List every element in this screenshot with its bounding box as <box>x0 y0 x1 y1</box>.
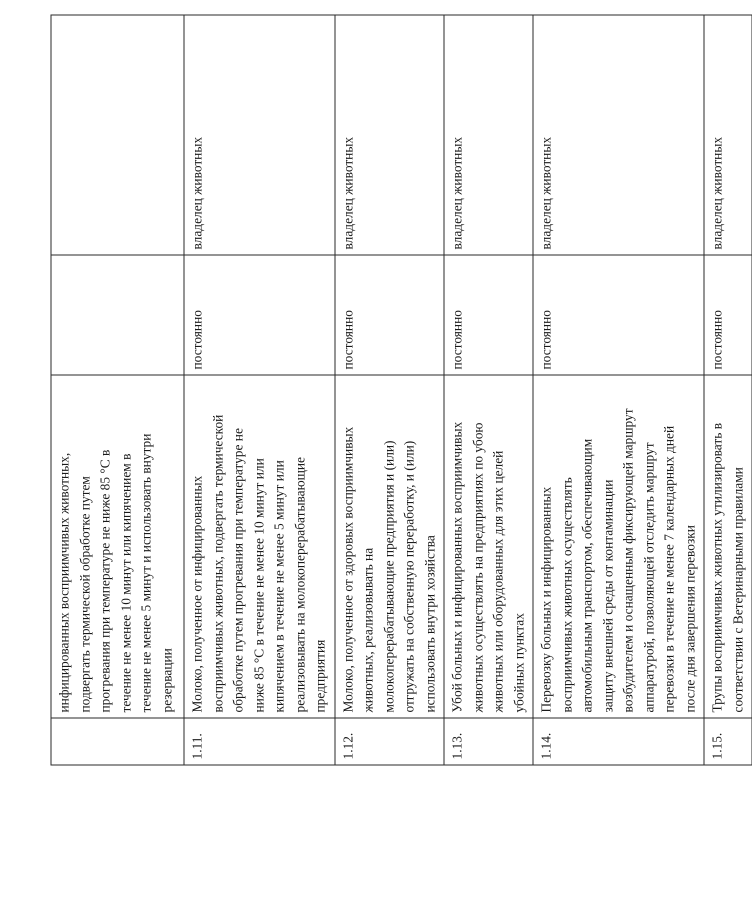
text-line: молокоперерабатывающие предприятия и (или) <box>380 440 396 712</box>
text-line: резервации <box>158 647 174 712</box>
rotated-page-content <box>50 15 745 765</box>
text-line: реализовывать на молокоперерабатывающие <box>291 456 307 712</box>
row-number <box>51 718 184 765</box>
text-line: Убой больных и инфицированных восприимчивых <box>449 421 464 712</box>
measure-text <box>533 375 704 718</box>
text-line: автомобильным транспортом, обеспечивающим <box>579 438 594 712</box>
term-cell: постоянно <box>704 255 752 375</box>
text-line: животных или оборудованных для этих целей <box>490 450 505 712</box>
responsible-cell: владелец животных <box>444 15 533 255</box>
term-cell: постоянно <box>533 255 704 375</box>
row-number: 1.14. <box>533 718 704 765</box>
text-line: после дня завершения перевозки <box>681 524 697 712</box>
term-cell: постоянно <box>334 255 444 375</box>
text-line: ниже 85 °С в течение не менее 10 минут или <box>250 457 266 712</box>
table-row <box>444 15 533 765</box>
text-line: животных осуществлять на предприятиях по убою <box>469 422 485 712</box>
text-line: животных, реализовывать на <box>360 547 375 712</box>
text-line: Трупы восприимчивых животных утилизировать в <box>709 422 724 712</box>
text-line: течение не менее 5 минут и использовать внутри <box>138 433 153 712</box>
row-number: 1.15. <box>704 718 752 765</box>
text-line: восприимчивых животных осуществлять <box>558 476 574 712</box>
responsible-cell: владелец животных <box>533 15 704 255</box>
text-line: убойных пунктах <box>510 612 526 712</box>
responsible-cell <box>51 15 184 255</box>
text-line: восприимчивых животных, подвергать термической <box>209 414 225 712</box>
table-row <box>51 15 184 765</box>
measure-text <box>704 375 752 718</box>
row-number: 1.12. <box>334 718 444 765</box>
text-line: подвергать термической обработке путем <box>76 475 92 712</box>
term-cell: постоянно <box>184 255 335 375</box>
text-line: соответствии с Ветеринарными правилами <box>729 466 745 712</box>
text-line: предприятия <box>312 639 327 712</box>
row-number: 1.11. <box>184 718 335 765</box>
text-line: отгружать на собственную переработку, и (или) <box>401 440 416 712</box>
measure-text <box>184 375 335 718</box>
table-row <box>334 15 444 765</box>
text-line: перевозки в течение не менее 7 календарных дней <box>661 425 676 712</box>
text-line: аппаратурой, позволяющей отследить маршрут <box>640 441 656 712</box>
row-number: 1.13. <box>444 718 533 765</box>
table-row <box>533 15 704 765</box>
measure-text <box>51 375 184 718</box>
text-line: защиту внешней среды от контаминации <box>599 479 615 712</box>
text-line: обработке путем прогревания при температуре не <box>230 427 245 712</box>
text-line: течение не менее 10 минут или кипячением в <box>117 453 133 712</box>
measure-text <box>334 375 444 718</box>
text-line: прогревания при температуре не ниже 85 °С в <box>97 449 112 712</box>
measure-text <box>444 375 533 718</box>
text-line: Молоко, полученное от здоровых восприимчивых <box>339 426 355 712</box>
term-cell <box>51 255 184 375</box>
table-row <box>704 15 752 765</box>
term-cell: постоянно <box>444 255 533 375</box>
text-line: возбудителем и оснащенным фиксирующей маршрут <box>620 407 635 712</box>
text-line: Молоко, полученное от инфицированных <box>189 475 204 712</box>
text-line: Перевозку больных и инфицированных <box>538 486 553 712</box>
measures-table <box>50 14 752 765</box>
responsible-cell: владелец животных <box>334 15 444 255</box>
text-line: кипячением в течение не менее 5 минут или <box>271 459 286 712</box>
responsible-cell: владелец животных <box>184 15 335 255</box>
table-row <box>184 15 335 765</box>
text-line: инфицированных восприимчивых животных, <box>56 452 71 712</box>
text-line: использовать внутри хозяйства <box>421 534 437 712</box>
responsible-cell: владелец животных <box>704 15 752 255</box>
